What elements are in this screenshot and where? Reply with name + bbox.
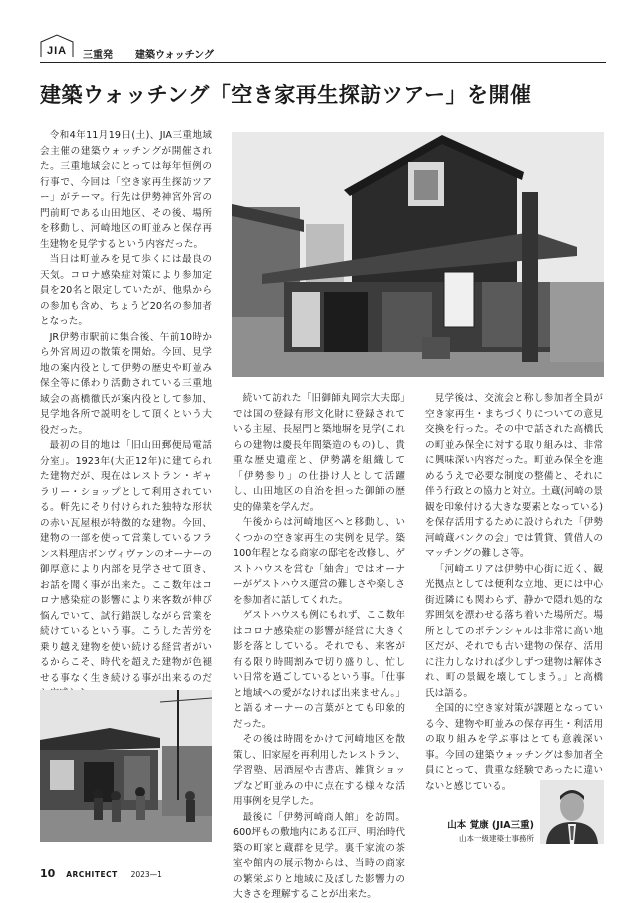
paragraph: 当日は町並みを見て歩くには最良の天気。コロナ感染症対策により参加定員を20名と限定していたが、他県からの参加も含め、ちょうど20名の参加者となった。 <box>40 254 212 327</box>
text-column-3 <box>425 391 603 794</box>
paragraph: 見学後は、交流会と称し参加者全員が空き家再生・まちづくりについての意見交換を行った。その中で話された高橋氏の町並み保全に対する取り組みは、非常に興味深い内容だった。町並み保全を進めるうえで必要な制度の整備と、それに伴う行政との協力と対立。土蔵(河崎の景観を印象付ける大きな要素となっている)を保存活用するために設けられた「伊勢河崎蔵バンクの会」では賃貸、賃借人のマッチングの難しさ等。 <box>425 393 603 559</box>
paragraph: 午後からは河崎地区へと移動し、いくつかの空き家再生の実例を見学。築100年程となる商家の邸宅を改修し、ゲストハウスを営む「紬舎」ではオーナーがゲストハウス運営の難しさや楽しさを参加者に話してくれた。 <box>233 517 405 606</box>
text-column-2 <box>233 391 405 903</box>
paragraph: 最初の目的地は「旧山田郵便局電話分室」。1923年(大正12年)に建てられた建物だが、現在はレストラン・ギャラリー・ショップとして利用されている。軒先にそり付けられた独特な形状の赤い瓦屋根が特徴的な建物。今回、建物の一部を使って営業しているフランス料理店ボンヴィヴァンのオーナーの御厚意により内部を見学させて頂き、お話を聞く事が出来た。ここ数年はコロナ感染症の影響により来客数が伸び悩んでいて、試行錯誤しながら営業を続けているという事。こうした苦労を乗り越え建物を使い続ける経営者がいるからこそ、時代を超えた建物が色褪せる事なく生き続ける事が出来るのだ <box>40 440 212 684</box>
paragraph: 「河崎エリアは伊勢中心街に近く、観光拠点としては便利な立地、更には中心街近隣にも関わらず、静かで隠れ処的な雰囲気を漂わせる落ち着いた場所だ。場所としてのポテンシャルは非常に高い地区だが、それでも古い建物の保存、活用に注力しなければ少しずつ建物は解体され、町の景観を壊してしまう。」と高橋氏は語る。 <box>425 563 603 699</box>
paragraph: 令和4年11月19日(土)、JIA三重地域会主催の建築ウォッチングが開催された。三重地域会にとっては毎年恒例の行事で、今回は「空き家再生探訪ツアー」がテーマ。行先は伊勢神宮外宮の門前町である山田地区、その後、場所を移動し、河崎地区の町並みと保存再生建物を見学するという内容だった。 <box>40 130 212 250</box>
header-rule <box>40 62 606 63</box>
paragraph: 全国的に空き家対策が課題となっている今、建物や町並みの保存再生・利活用の取り組みを学ぶ事はとても意義深い事。今回の建築ウォッチングは参加者全員にとって、貴重な経験であったに違いないと感じている。 <box>425 703 603 792</box>
page-number: 10 <box>40 867 56 880</box>
page-footer <box>40 867 162 880</box>
jia-logo <box>40 34 74 58</box>
paragraph: 続いて訪れた「旧御師丸岡宗大夫邸」では国の登録有形文化財に登録されている主屋、長屋門と築地塀を見学(これらの建物は慶長年間築造のもの)し、貴重な歴史遺産と、伊勢講を組織して「伊勢参り」の仕掛け人として活躍し、山田地区の自治を担った御師の歴史的偉業を学んだ。 <box>233 393 405 513</box>
paragraph: JR伊勢市駅前に集合後、午前10時から外宮周辺の散策を開始。今回、見学地の案内役として伊勢の歴史や町並み保全等に係わり活動されている三重地域会の髙橋徹氏が案内役として参加、見学地各所で説明をして頂くという大役だった。 <box>40 331 212 436</box>
author-portrait <box>540 780 604 844</box>
issue-number: 2023—1 <box>130 870 162 879</box>
paragraph: ゲストハウスも例にもれず、ここ数年はコロナ感染症の影響が経営に大きく影を落としている。それでも、来客が有る限り時間割みで切り盛りし、忙しい日常を過ごしているという事。「仕事と地域への愛がなければ出来ません。」と語るオーナーの言葉がとても印象的だった。 <box>233 610 405 730</box>
photo-kura-building <box>232 132 604 377</box>
photo-street-tour <box>40 690 212 842</box>
branch-label: 三重発 <box>83 50 113 61</box>
series-label: 建築ウォッチング <box>135 50 214 61</box>
header <box>40 30 606 70</box>
magazine-name: ARCHITECT <box>66 870 118 879</box>
author-affiliation: 山本一級建築士事務所 <box>459 834 534 843</box>
paragraph: その後は時間をかけて河崎地区を散策し、旧家屋を再利用したレストラン、学習塾、居酒屋や古書店、雑貨ショップなど町並みの中に点在する様々な活用事例を見学した。 <box>233 734 405 807</box>
jia-logo-text: JIA <box>47 45 68 57</box>
author-name: 山本 覚康 (JIA三重) <box>447 820 534 831</box>
text-column-1 <box>40 128 212 779</box>
paragraph: 最後に「伊勢河崎商人館」を訪問。600坪もの敷地内にある江戸、明治時代築の町家と蔵群を見学。裏千家流の茶室や館内の展示物からは、当時の商家の繁栄ぶりと地域に及ぼした影響力の大きさを理解することが出来た。 <box>233 811 405 900</box>
article-title: 建築ウォッチング「空き家再生探訪ツアー」を開催 <box>40 83 532 107</box>
